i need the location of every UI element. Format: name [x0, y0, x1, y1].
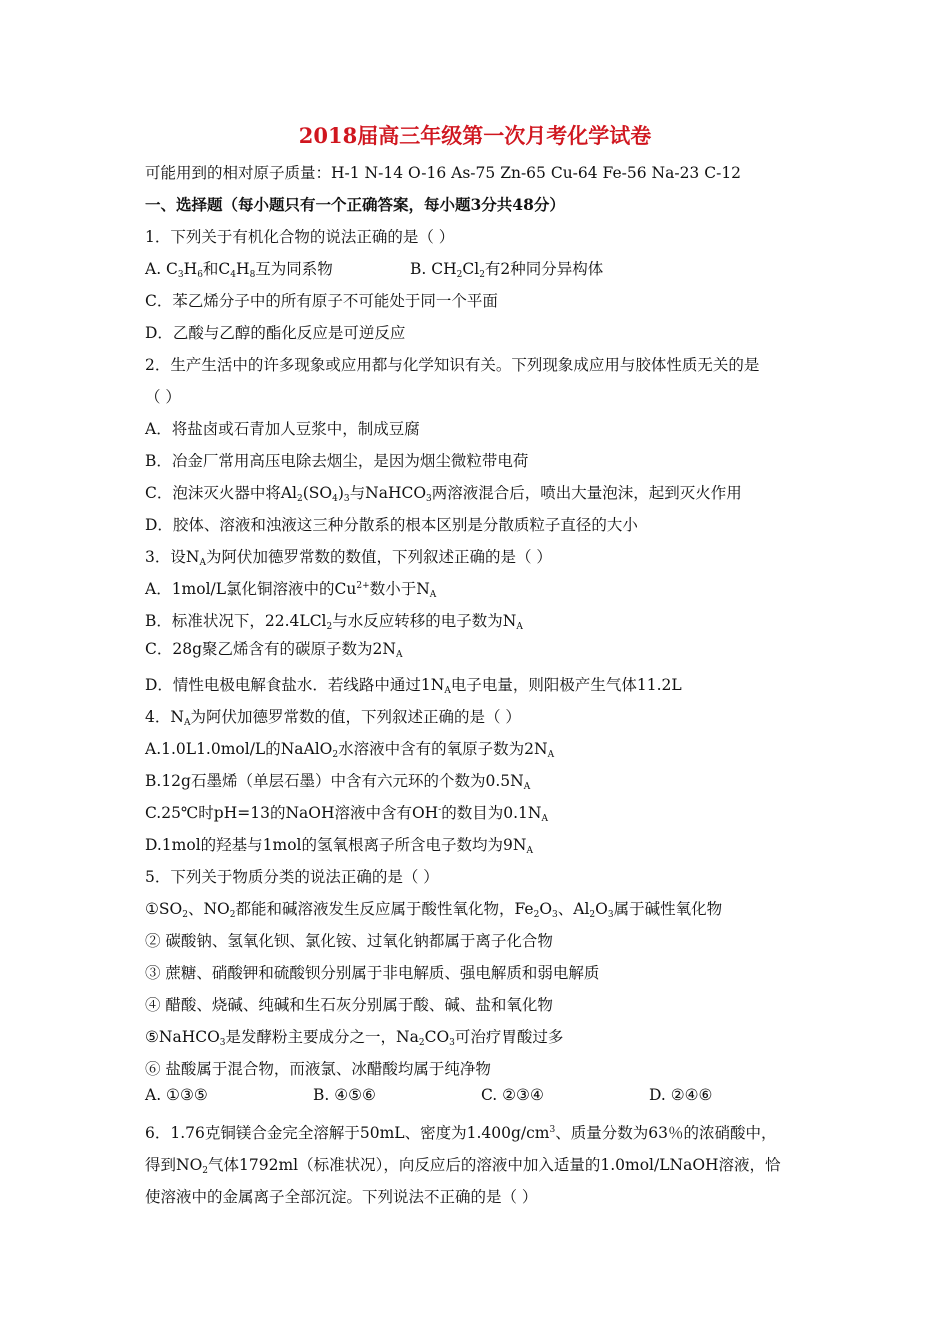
- q3-option-a: A．1mol/L氯化铜溶液中的$Cu^{2+}$数小于$N_A$: [145, 580, 437, 600]
- q6-line-1: 6．1.76克铜镁合金完全溶解于50mL、密度为$1.400g/cm^3$、质量分数为63％的浓硝酸中，: [145, 1124, 777, 1142]
- q2-option-a: A．将盐卤或石青加人豆浆中，制成豆腐: [145, 420, 420, 438]
- q5-option-b: B. ④⑤⑥: [313, 1086, 376, 1104]
- q1-options-ab: [145, 259, 603, 279]
- q1-option-a: A. $C_3H_6$和$C_4H_8$互为同系物: [145, 260, 333, 280]
- q5-option-c: C. ②③④: [481, 1086, 544, 1104]
- exam-title: 2018届高三年级第一次月考化学试卷: [298, 123, 652, 148]
- q2-option-b: B．冶金厂常用高压电除去烟尘，是因为烟尘微粒带电荷: [145, 452, 529, 470]
- q4-option-a: A.1.0L1.0mol/L的NaAlO$_2$水溶液中含有的氧原子数为$2N_A$: [145, 740, 555, 760]
- section-heading: 一、选择题（每小题只有一个正确答案，每小题3分共48分）: [145, 195, 565, 214]
- q2-paren: （ ）: [145, 388, 181, 406]
- q4-option-d: D.1mol的羟基与1mol的氢氧根离子所含电子数均为$9N_A$: [145, 836, 533, 856]
- q5-options: [145, 1085, 712, 1105]
- q5-option-d: D. ②④⑥: [649, 1086, 713, 1104]
- atomic-masses-line: 可能用到的相对原子质量：H-1 N-14 O-16 As-75 Zn-65 Cu-64 Fe-56 Na-23 C-12: [145, 164, 742, 182]
- q5-item-4: ④ 醋酸、烧碱、纯碱和生石灰分别属于酸、碱、盐和氧化物: [145, 996, 553, 1014]
- q4-option-c: C.25℃时pH=13的NaOH溶液中含有OH-的数目为$0.1N_A$: [145, 804, 548, 824]
- q2-option-d: D．胶体、溶液和浊液这三种分散系的根本区别是分散质粒子直径的大小: [145, 516, 638, 534]
- q3-option-b: B．标准状况下，22.4LCl$_2$与水反应转移的电子数为$N_A$: [145, 612, 523, 632]
- q5-option-a: A. ①③⑤: [145, 1086, 208, 1104]
- q5-item-1: $①SO_2$、$NO_2$都能和碱溶液发生反应属于酸性氧化物，$Fe_2O_3$、$Al_2O_3$属于碱性氧化物: [145, 900, 723, 920]
- q5-stem: 5．下列关于物质分类的说法正确的是（ ）: [145, 868, 439, 886]
- q1-option-c: C．苯乙烯分子中的所有原子不可能处于同一个平面: [145, 292, 498, 310]
- q5-item-6: ⑥ 盐酸属于混合物，而液氯、冰醋酸均属于纯净物: [145, 1060, 491, 1078]
- q3-option-c: C．28g聚乙烯含有的碳原子数为$2N_A$: [145, 640, 403, 660]
- q3-option-d: D．情性电极电解食盐水．若线路中通过$1N_A$电子电量，则阳极产生气体11.2L: [145, 676, 682, 696]
- q3-stem: 3．设$N_A$为阿伏加德罗常数的数值，下列叙述正确的是（ ）: [145, 548, 552, 568]
- q2-option-c: C．泡沫灭火器中将$Al_2(SO_4)_3$与NaHCO$_3$两溶液混合后，喷出大量泡沫，起到灭火作用: [145, 484, 742, 504]
- q2-stem: 2．生产生活中的许多现象或应用都与化学知识有关。下列现象成应用与胶体性质无关的是: [145, 356, 760, 374]
- q1-option-b: B. $CH_2Cl_2$有2种同分异构体: [410, 260, 604, 280]
- q6-line-2: 得到$NO_2$气体1792ml（标准状况），向反应后的溶液中加入适量的1.0mol/LNaOH溶液，恰: [145, 1156, 781, 1176]
- q1-option-d: D．乙酸与乙醇的酯化反应是可逆反应: [145, 324, 406, 342]
- q6-line-3: 使溶液中的金属离子全部沉淀。下列说法不正确的是（ ）: [145, 1188, 538, 1206]
- q5-item-3: ③ 蔗糖、硝酸钾和硫酸钡分别属于非电解质、强电解质和弱电解质: [145, 964, 600, 982]
- q5-item-2: ② 碳酸钠、氢氧化钡、氯化铵、过氧化钠都属于离子化合物: [145, 932, 553, 950]
- q4-option-b: B.12g石墨烯（单层石墨）中含有六元环的个数为$0.5N_A$: [145, 772, 531, 792]
- q4-stem: 4．$N_A$为阿伏加德罗常数的值，下列叙述正确的是（ ）: [145, 708, 521, 728]
- q5-item-5: ⑤NaHCO$_3$是发酵粉主要成分之一，$Na_2CO_3$可治疗胃酸过多: [145, 1028, 564, 1048]
- q1-stem: 1．下列关于有机化合物的说法正确的是（ ）: [145, 228, 455, 246]
